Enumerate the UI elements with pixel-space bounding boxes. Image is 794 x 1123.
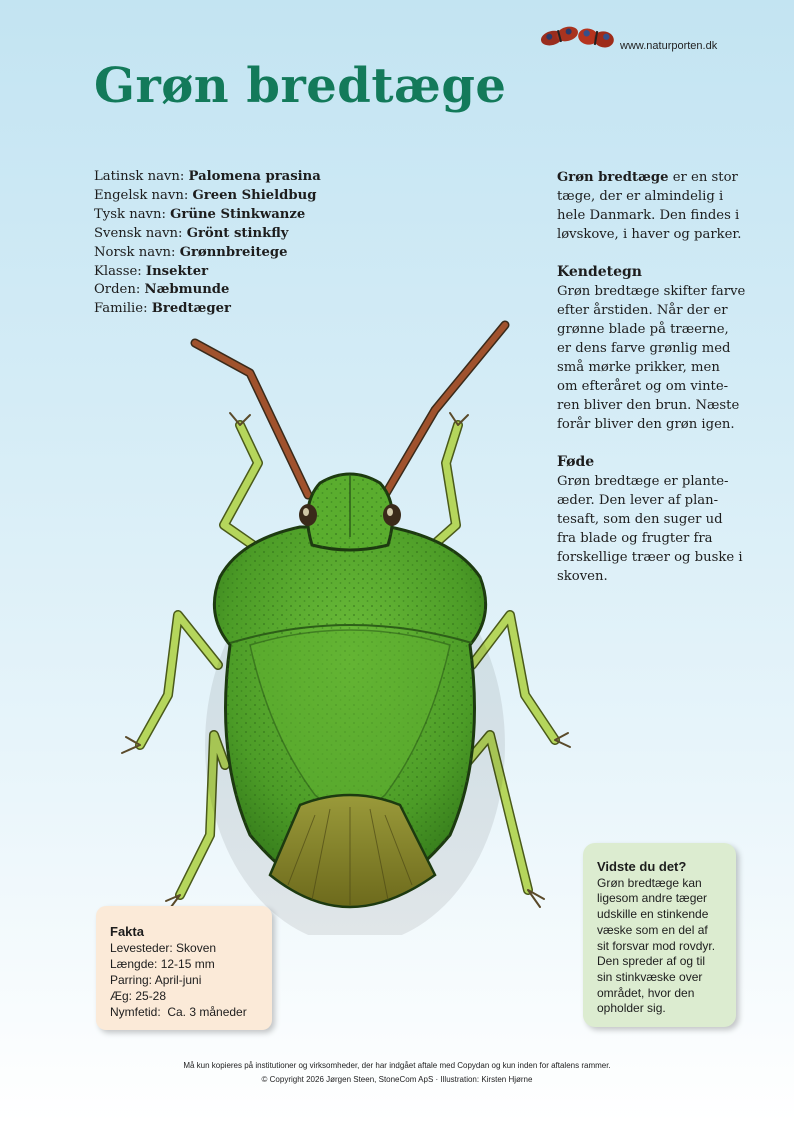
name-row-family: Familie: Bredtæger <box>94 301 231 317</box>
footer-copyright: © Copyright 2026 Jørgen Steen, StoneCom ApS · Illustration: Kirsten Hjørne <box>261 1075 533 1084</box>
fakta-line: Længde: 12-15 mm <box>110 957 215 971</box>
fode-paragraph: Grøn bredtæge er plante- æder. Den lever af plan- tesaft, som den suger ud fra blade og frugter fra forskellige træer og buske i skoven. <box>557 474 743 584</box>
did-you-know-line: Grøn bredtæge kan <box>597 875 702 890</box>
name-row-class: Klasse: Insekter <box>94 263 209 279</box>
did-you-know-line: området, hvor den <box>597 985 695 1000</box>
website-url[interactable]: www.naturporten.dk <box>620 40 718 52</box>
did-you-know-line: Den spreder af og til <box>597 954 706 969</box>
did-you-know-line: væske som en del af <box>597 922 708 937</box>
name-row-norwegian: Norsk navn: Grønnbreitege <box>94 244 288 260</box>
did-you-know-line: udskille en stinkende <box>597 907 709 922</box>
name-row-german: Tysk navn: Grüne Stinkwanze <box>94 206 306 222</box>
name-row-order: Orden: Næbmunde <box>94 282 230 298</box>
fakta-line: Nymfetid: Ca. 3 måneder <box>110 1005 247 1019</box>
did-you-know-line: sit forsvar mod rovdyr. <box>597 938 716 953</box>
did-you-know-box <box>583 843 736 1027</box>
did-you-know-line: ligesom andre tæger <box>597 891 708 906</box>
name-row-latin: Latinsk navn: Palomena prasina <box>94 169 321 184</box>
did-you-know-line: sin stinkvæske over <box>597 969 703 984</box>
did-you-know-line: opholder sig. <box>597 1001 666 1016</box>
fakta-line: Levesteder: Skoven <box>110 941 217 955</box>
fakta-line: Æg: 25-28 <box>110 989 167 1003</box>
kendetegn-heading: Kendetegn <box>557 264 642 280</box>
name-row-english: Engelsk navn: Green Shieldbug <box>94 187 317 203</box>
footer-license: Må kun kopieres på institutioner og virksomheder, der har indgået aftale med Copydan og kun inden for aftalens rammer. <box>183 1061 611 1070</box>
did-you-know-title: Vidste du det? <box>597 859 687 874</box>
kendetegn-paragraph: Grøn bredtæge skifter farve efter årstiden. Når der er grønne blade på træerne, er dens farve grønlig med små mørke prikker, men om efteråret og om vinte- ren bliver den brun. Næste forår bliver den grøn igen. <box>557 284 746 432</box>
fakta-box <box>96 906 272 1030</box>
shield-bug-icon <box>100 315 610 935</box>
fode-heading: Føde <box>557 454 595 470</box>
fakta-title: Fakta <box>110 924 144 939</box>
intro-paragraph: Grøn bredtæge er en stor tæge, der er almindelig i hele Danmark. Den findes i løvskove, i haver og parker. <box>557 170 742 242</box>
name-row-swedish: Svensk navn: Grönt stinkfly <box>94 225 289 241</box>
fakta-line: Parring: April-juni <box>110 973 202 987</box>
page-title: Grøn bredtæge <box>94 58 507 114</box>
name-list <box>94 168 321 319</box>
butterflies-icon <box>538 18 618 58</box>
